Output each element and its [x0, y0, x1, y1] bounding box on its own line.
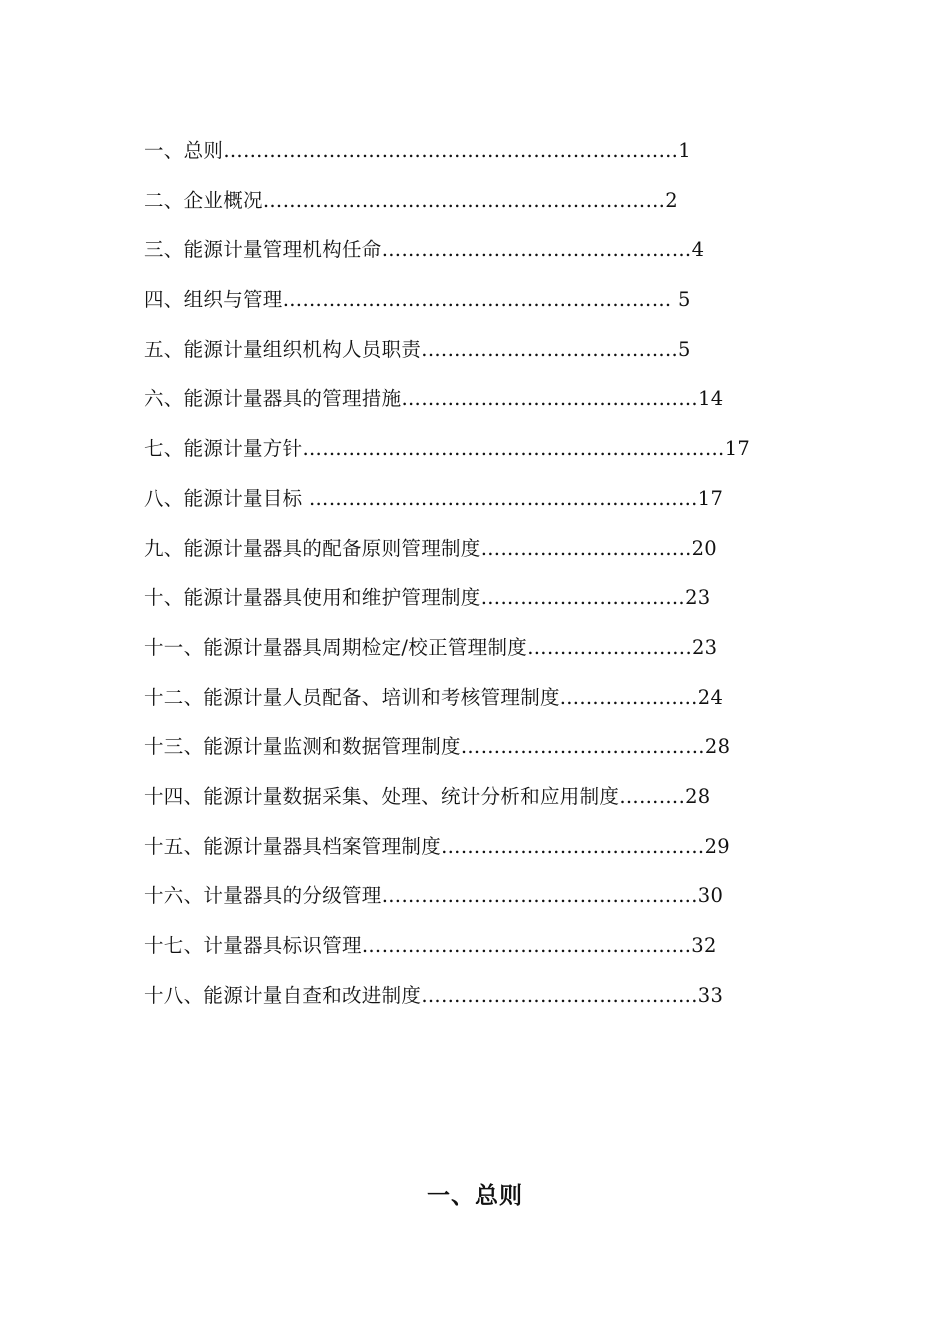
toc-entry-7[interactable]: 七、能源计量方针……………………………………………….………17 — [144, 437, 751, 461]
toc-entry-18[interactable]: 十八、能源计量自查和改进制度…………………………….....….33 — [144, 983, 724, 1007]
table-of-contents — [144, 134, 804, 1028]
toc-entry-17[interactable]: 十七、计量器具标识管理……………………………….…...…….32 — [144, 934, 717, 957]
toc-entry-12[interactable]: 十二、能源计量人员配备、培训和考核管理制度...…………...…24 — [144, 685, 724, 709]
toc-entry-4[interactable]: 四、组织与管理…………………………………..………...…… 5 — [144, 288, 691, 312]
toc-entry-14[interactable]: 十四、能源计量数据采集、处理、统计分析和应用制度……….28 — [144, 784, 711, 808]
toc-entry-16[interactable]: 十六、计量器具的分级管理……………………………..…...…….30 — [144, 884, 724, 908]
toc-entry-5[interactable]: 五、能源计量组织机构人员职责.…………………..……….…..5 — [144, 337, 691, 361]
toc-entry-8[interactable]: 八、能源计量目标 ………………………………..………..….……17 — [144, 486, 724, 510]
section-heading: 一、总则 — [427, 1182, 523, 1209]
toc-entry-15[interactable]: 十五、能源计量器具档案管理制度…………………………....……29 — [144, 834, 731, 858]
toc-entry-9[interactable]: 九、能源计量器具的配备原则管理制度…………………………..20 — [144, 536, 718, 560]
toc-entry-6[interactable]: 六、能源计量器具的管理措施…………………………..…….……14 — [144, 387, 724, 411]
toc-entry-3[interactable]: 三、能源计量管理机构任命………………………….……….……4 — [144, 238, 705, 262]
toc-entry-11[interactable]: 十一、能源计量器具周期检定/校正管理制度…………………….23 — [144, 635, 718, 659]
toc-entry-1[interactable]: 一、总则…………………………………..……………….………1 — [144, 139, 692, 162]
toc-entry-2[interactable]: 二、企业概况……………………………………………….……2 — [144, 188, 679, 212]
toc-entry-13[interactable]: 十三、能源计量监测和数据管理制度………………………….……28 — [144, 735, 731, 759]
toc-entry-10[interactable]: 十、能源计量器具使用和维护管理制度……………………….…23 — [144, 586, 711, 610]
